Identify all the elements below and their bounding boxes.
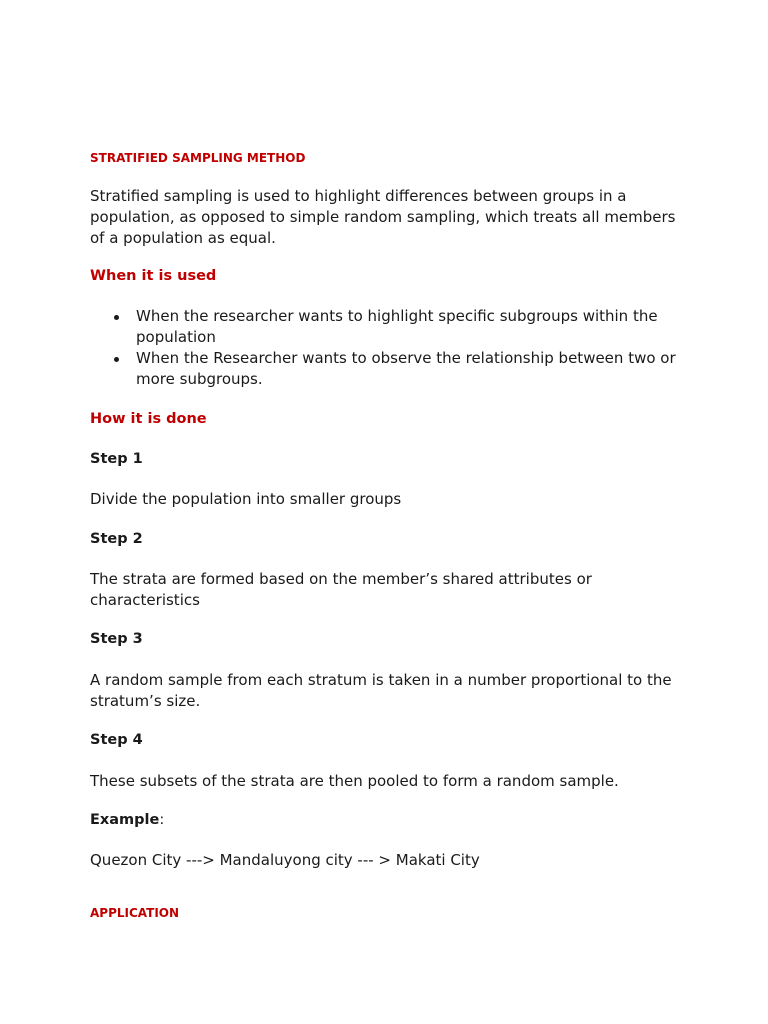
step-2-text: The strata are formed based on the member’s shared attributes or characteristics [90,570,592,609]
how-it-is-done-heading: How it is done [90,411,207,427]
example-label: Example [90,812,160,828]
step-3-heading: Step 3 [90,631,143,647]
example-text: Quezon City ---> Mandaluyong city --- > Makati City [90,851,480,869]
step-4-heading: Step 4 [90,732,143,748]
intro-paragraph: Stratified sampling is used to highlight differences between groups in a population, as opposed to simple random sampling, which treats all members of a population as equal. [90,187,676,247]
example-colon: : [159,812,165,828]
step-2-heading: Step 2 [90,531,143,547]
when-it-is-used-list [90,306,690,390]
section-title-application: APPLICATION [90,906,180,920]
step-1-heading: Step 1 [90,451,143,467]
list-item [90,306,690,348]
bullet-icon [114,315,119,320]
bullet-icon [114,357,119,362]
example-heading [90,812,164,828]
list-item-text: When the Researcher wants to observe the relationship between two or more subgroups. [136,349,676,388]
step-4-text: These subsets of the strata are then pooled to form a random sample. [90,772,619,790]
list-item [90,348,690,390]
step-3-text: A random sample from each stratum is taken in a number proportional to the stratum’s size. [90,671,672,710]
when-it-is-used-heading: When it is used [90,268,217,284]
section-title-stratified-sampling: STRATIFIED SAMPLING METHOD [90,151,306,165]
step-1-text: Divide the population into smaller groups [90,490,402,508]
list-item-text: When the researcher wants to highlight specific subgroups within the population [136,307,658,346]
